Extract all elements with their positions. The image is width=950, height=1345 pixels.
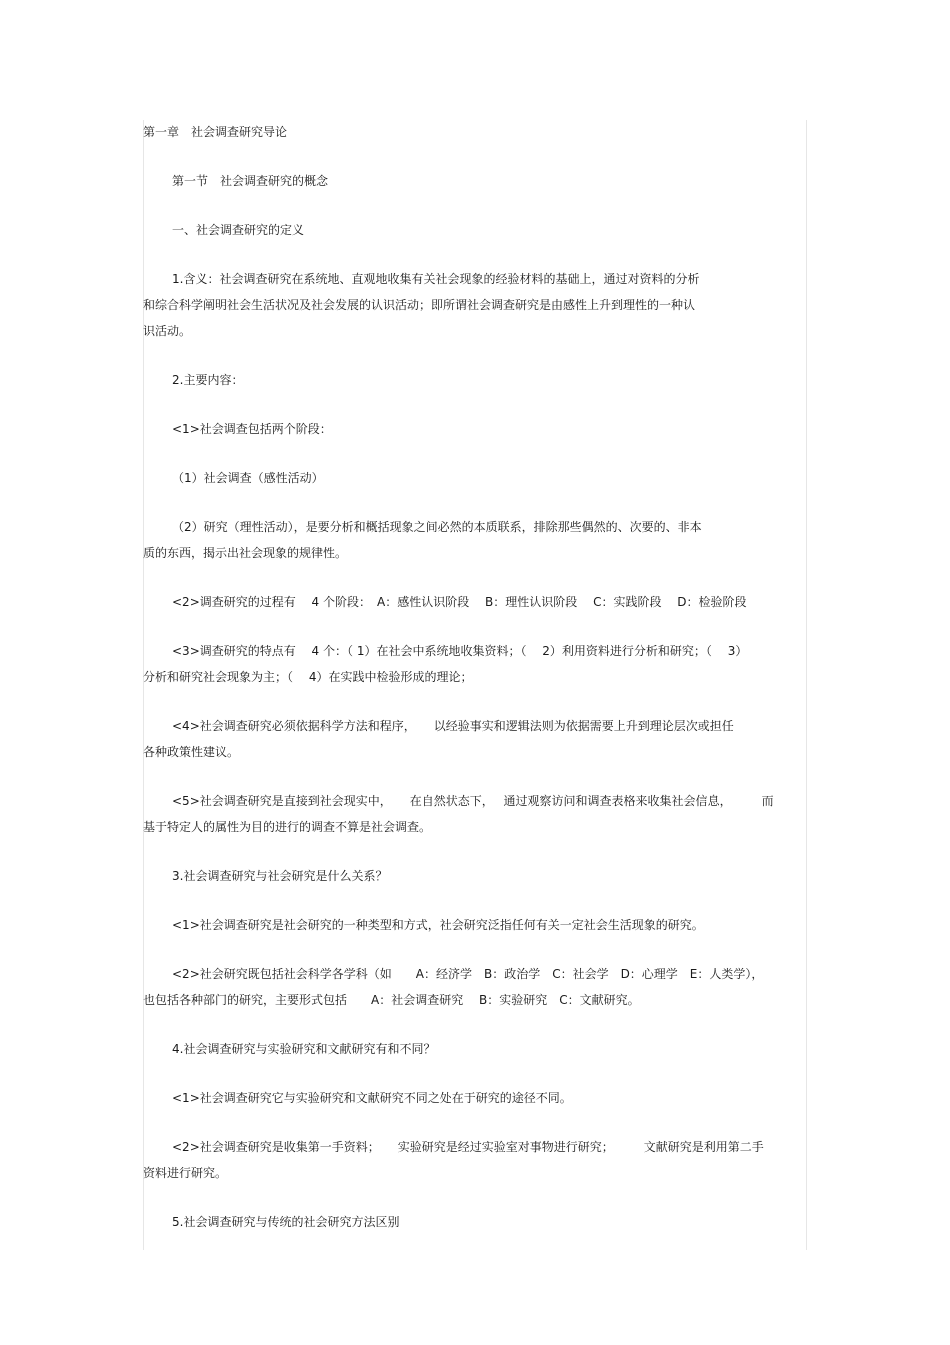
question-4-point-1: <1>社会调查研究它与实验研究和文献研究不同之处在于研究的途径不同。 — [172, 1091, 572, 1105]
question-3-heading: 3.社会调查研究与社会研究是什么关系？ — [172, 869, 388, 883]
question-3-point-2-line-1: <2>社会研究既包括社会科学各学科（如 A：经济学 B：政治学 C：社会学 D：心理学 E：人类学）， — [172, 967, 764, 981]
main-content-heading: 2.主要内容： — [172, 373, 244, 387]
point-4-line-2: 各种政策性建议。 — [143, 745, 240, 759]
definition-line-1: 1.含义：社会调查研究在系统地、直观地收集有关社会现象的经验材料的基础上，通过对资料的分析 — [172, 272, 700, 286]
point-1-b-line-1: （2）研究（理性活动），是要分析和概括现象之间必然的本质联系，排除那些偶然的、次要的、非本 — [172, 520, 702, 534]
point-3-line-1: <3>调查研究的特点有 4 个：（ 1）在社会中系统地收集资料；（ 2）利用资料进行分析和研究；（ 3） — [172, 644, 748, 658]
point-5-line-2: 基于特定人的属性为目的进行的调查不算是社会调查。 — [143, 820, 432, 834]
point-2: <2>调查研究的过程有 4 个阶段： A：感性认识阶段 B：理性认识阶段 C：实践阶段 D：检验阶段 — [172, 595, 747, 609]
question-3-point-2-line-2: 也包括各种部门的研究，主要形式包括 A：社会调查研究 B：实验研究 C：文献研究。 — [143, 993, 640, 1007]
section-title: 第一节 社会调查研究的概念 — [172, 174, 329, 188]
question-5-heading: 5.社会调查研究与传统的社会研究方法区别 — [172, 1215, 400, 1229]
question-3-point-1: <1>社会调查研究是社会研究的一种类型和方式，社会研究泛指任何有关一定社会生活现象的研究。 — [172, 918, 704, 932]
point-4-line-1: <4>社会调查研究必须依据科学方法和程序， 以经验事实和逻辑法则为依据需要上升到理论层次或担任 — [172, 719, 734, 733]
chapter-title: 第一章 社会调查研究导论 — [143, 125, 288, 139]
question-4-point-2-line-1: <2>社会调查研究是收集第一手资料； 实验研究是经过实验室对事物进行研究； 文献研究是利用第二手 — [172, 1140, 764, 1154]
point-1-a: （1）社会调查（感性活动） — [172, 471, 324, 485]
question-4-heading: 4.社会调查研究与实验研究和文献研究有和不同？ — [172, 1042, 436, 1056]
definition-line-2: 和综合科学阐明社会生活状况及社会发展的认识活动；即所谓社会调查研究是由感性上升到理性的一种认 — [143, 298, 696, 312]
point-1-b-line-2: 质的东西，揭示出社会现象的规律性。 — [143, 546, 348, 560]
right-margin-rule — [806, 120, 807, 1250]
definition-line-3: 识活动。 — [143, 324, 192, 338]
left-margin-rule — [143, 120, 144, 1250]
point-1: <1>社会调查包括两个阶段： — [172, 422, 332, 436]
point-3-line-2: 分析和研究社会现象为主；（ 4）在实践中检验形成的理论； — [143, 670, 473, 684]
subsection-title: 一、社会调查研究的定义 — [172, 223, 305, 237]
point-5-line-1: <5>社会调查研究是直接到社会现实中， 在自然状态下， 通过观察访问和调查表格来收集社会信息， 而 — [172, 794, 774, 808]
question-4-point-2-line-2: 资料进行研究。 — [143, 1166, 228, 1180]
